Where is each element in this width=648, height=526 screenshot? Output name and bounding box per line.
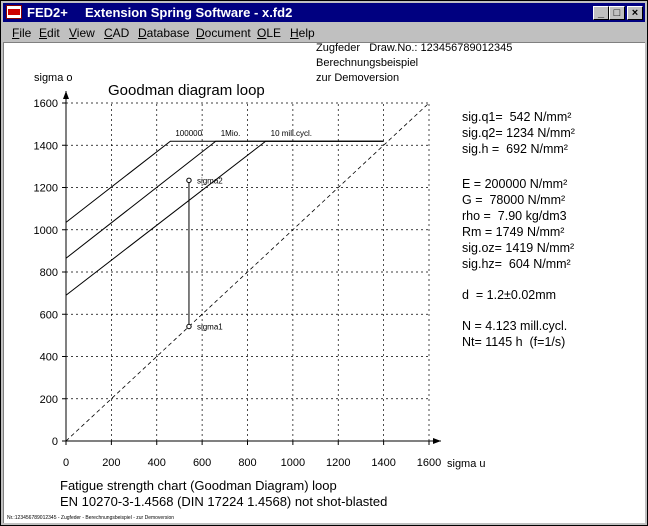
info-time: Nt= 1145 h (f=1/s)	[462, 335, 566, 349]
info-sig-h: sig.h = 692 N/mm²	[462, 142, 568, 156]
y-tick-label: 1600	[33, 98, 58, 110]
info-wire-diameter: d = 1.2±0.02mm	[462, 288, 557, 302]
y-tick-label: 1400	[33, 140, 58, 153]
menu-cad[interactable]: CAD	[104, 26, 130, 40]
point-marker-sigma2	[187, 178, 191, 182]
info-g-modulus: G = 78000 N/mm²	[462, 193, 566, 207]
header-description-1: Berechnungsbeispiel	[316, 57, 419, 69]
x-tick-label: 400	[147, 457, 166, 469]
y-tick-label: 600	[39, 309, 58, 322]
menu-database[interactable]: Database	[138, 26, 190, 40]
menu-bar	[3, 23, 645, 42]
y-tick-label: 200	[39, 393, 58, 406]
info-sig-hz: sig.hz= 604 N/mm²	[462, 257, 571, 271]
x-tick-label: 1600	[416, 457, 442, 469]
menu-file[interactable]: File	[12, 26, 32, 40]
header-drawing-no: Zugfeder Draw.No.: 123456789012345	[316, 42, 513, 54]
header-description-2: zur Demoversion	[316, 72, 400, 84]
info-sig-oz: sig.oz= 1419 N/mm²	[462, 241, 575, 255]
menu-help[interactable]: Help	[290, 26, 315, 40]
footer-chart-caption: Fatigue strength chart (Goodman Diagram) loop	[60, 478, 337, 493]
minimize-button[interactable]	[593, 6, 609, 20]
minimize-icon: _	[597, 7, 605, 19]
y-axis-label: sigma o	[34, 72, 73, 84]
x-axis-arrow	[433, 438, 441, 444]
maximize-button[interactable]	[609, 6, 625, 20]
menu-ole[interactable]: OLE	[257, 26, 282, 40]
y-tick-label: 0	[51, 436, 58, 448]
footer-material: EN 10270-3-1.4568 (DIN 17224 1.4568) not shot-blasted	[60, 494, 388, 509]
y-tick-label: 800	[39, 267, 58, 279]
series-label: 1Mio.	[220, 129, 241, 139]
menu-view[interactable]: View	[69, 26, 95, 40]
document-area	[3, 42, 645, 523]
x-axis-label: sigma u	[447, 458, 486, 470]
x-tick-label: 1200	[326, 457, 351, 469]
status-text: Nr.:123456789012345 - Zugfeder - Berechnungsbeispiel - zur Demoversion	[7, 515, 175, 521]
app-icon[interactable]	[6, 5, 22, 19]
menu-document[interactable]: Document	[196, 26, 251, 40]
series-line-3	[66, 141, 384, 295]
info-density: rho = 7.90 kg/dm3	[462, 209, 567, 223]
series-label: 10 mill.cycl.	[270, 129, 312, 139]
x-tick-label: 200	[102, 457, 121, 469]
window-title: Extension Spring Software - x.fd2	[85, 5, 293, 20]
chart-title: Goodman diagram loop	[108, 82, 265, 99]
menu-edit[interactable]: Edit	[39, 26, 60, 40]
series-line-2	[66, 141, 384, 258]
info-rm: Rm = 1749 N/mm²	[462, 225, 565, 239]
point-label: sigma1	[196, 322, 223, 332]
x-tick-label: 1000	[280, 457, 306, 469]
info-sig-q2: sig.q2= 1234 N/mm²	[462, 126, 575, 140]
x-tick-label: 0	[62, 457, 70, 469]
maximize-icon: □	[613, 7, 621, 19]
y-tick-label: 1000	[33, 224, 58, 237]
close-button[interactable]	[627, 6, 643, 20]
app-name: FED2+	[27, 5, 68, 20]
info-sig-q1: sig.q1= 542 N/mm²	[462, 110, 572, 124]
y-tick-label: 1200	[33, 182, 58, 195]
point-marker-sigma1	[187, 324, 191, 328]
info-cycles: N = 4.123 mill.cycl.	[462, 319, 568, 333]
point-label: sigma2	[196, 176, 223, 186]
x-tick-label: 600	[192, 457, 212, 469]
series-label: 100000	[175, 129, 203, 139]
title-bar[interactable]	[3, 3, 645, 22]
close-icon: ×	[631, 7, 639, 19]
x-tick-label: 1400	[371, 457, 396, 469]
series-line-1	[66, 141, 384, 222]
y-axis-arrow	[63, 91, 69, 99]
y-tick-label: 400	[39, 351, 58, 364]
info-e-modulus: E = 200000 N/mm²	[462, 177, 568, 191]
x-tick-label: 800	[238, 457, 257, 469]
